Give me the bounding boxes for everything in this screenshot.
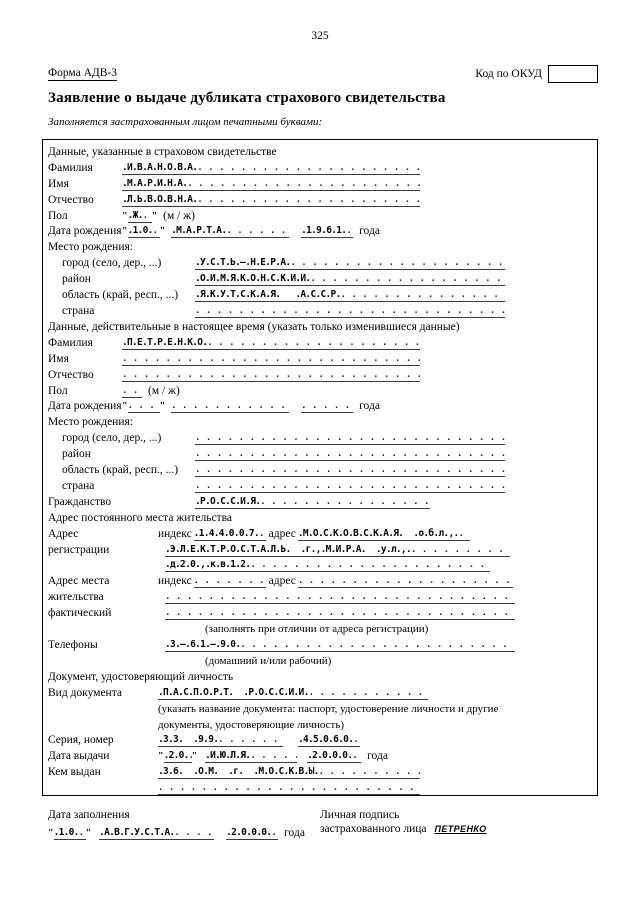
s1-district-value: .О.Й.М.Я.К.О.Н.С.К.И.Й.: [195, 273, 311, 285]
actual-addr-label: адрес: [268, 575, 296, 588]
s2-sex-hint: (м / ж): [148, 384, 180, 397]
reg-address-label2: регистрации: [48, 543, 110, 556]
dots-filler: [194, 575, 266, 587]
okud-block: [475, 65, 598, 83]
doc-issue-year: .2.0.0.0.: [307, 750, 353, 762]
s1-sex-value: .Ж.: [127, 209, 143, 221]
s2-surname-row: [48, 334, 593, 350]
dots-filler: [250, 750, 297, 762]
dots-filler: [158, 782, 420, 794]
s1-birthdate-day-field[interactable]: [128, 225, 160, 238]
reg-addr-line2-field[interactable]: [165, 544, 510, 557]
doc-issue-day-field[interactable]: [164, 750, 192, 763]
close-quote: [152, 210, 158, 223]
s2-birthdate-year-field[interactable]: [301, 400, 353, 413]
s1-birthdate-day: .1.0.: [127, 225, 153, 237]
dots-filler: [174, 827, 214, 839]
s1-birthdate-label: Дата рождения: [48, 225, 122, 238]
reg-address-row3: [48, 557, 593, 573]
signature-block: [320, 808, 487, 840]
dots-filler: [195, 480, 505, 492]
doc-issuer-field[interactable]: [158, 766, 420, 779]
doc-issue-month: .И.Ю.Л.Я.: [205, 750, 251, 762]
address-header-row: [48, 509, 593, 525]
reg-addr-field[interactable]: [298, 528, 470, 541]
doc-series-field[interactable]: [158, 734, 283, 747]
s2-patronymic-label: Отчество: [48, 368, 94, 381]
dots-filler: [187, 178, 420, 190]
header-row: [48, 65, 598, 83]
doc-series-value: .3.3. .9.9.: [158, 734, 219, 746]
phones-hint-row: [48, 652, 593, 668]
s1-surname-row: [48, 159, 593, 175]
actual-address-label2: жительства: [48, 591, 104, 604]
fill-date-month: .А.В.Г.У.С.Т.А.: [99, 827, 175, 838]
s2-region-label: область (край, респ., ...): [62, 464, 179, 477]
s1-patronymic-row: [48, 191, 593, 207]
section2-header-row: [48, 318, 593, 334]
dots-filler: [79, 827, 86, 839]
reg-index-value: .1.4.4.0.0.7.: [193, 527, 259, 539]
doc-kind-hint-row1: [48, 700, 593, 716]
section2-header: Данные, действительные в настоящее время (указать только изменившиеся данные): [48, 320, 460, 333]
s2-country-field[interactable]: [195, 480, 505, 493]
doc-kind-hint2: документы, удостоверяющие личность): [158, 718, 345, 731]
phones-label: Телефоны: [48, 639, 98, 651]
doc-series-row: [48, 732, 593, 748]
dots-filler: [346, 225, 353, 237]
doc-issue-month-field[interactable]: [205, 750, 297, 763]
s2-birthdate-day-field[interactable]: [128, 400, 160, 413]
s2-country-row: [48, 477, 593, 493]
dots-filler: [218, 734, 283, 746]
phones-row: [48, 636, 593, 652]
dots-filler: [122, 353, 420, 365]
s2-region-field[interactable]: [195, 464, 505, 477]
dots-filler: [459, 528, 470, 540]
dots-filler: [195, 432, 505, 444]
s2-firstname-label: Имя: [48, 352, 69, 365]
s1-region-label: область (край, респ., ...): [62, 289, 179, 302]
s1-city-row: [48, 254, 593, 270]
dots-filler: [240, 639, 515, 651]
reg-address-label1: Адрес: [48, 527, 79, 540]
s1-district-label: район: [62, 273, 91, 286]
citizenship-row: [48, 493, 593, 509]
footer: [48, 808, 600, 840]
okud-label: Код по ОКУД: [475, 68, 542, 80]
s2-surname-label: Фамилия: [48, 336, 93, 349]
s2-city-field[interactable]: [195, 432, 505, 445]
fill-instruction: Заполняется застрахованным лицом печатными буквами:: [48, 116, 323, 128]
s2-city-row: [48, 429, 593, 445]
s1-surname-label: Фамилия: [48, 161, 93, 174]
doc-series-label: Серия, номер: [48, 734, 114, 747]
dots-filler: [226, 225, 289, 237]
s1-country-label: страна: [62, 304, 95, 317]
actual-addr-line3-field[interactable]: [165, 607, 515, 620]
actual-index-label: индекс: [158, 575, 192, 588]
reg-addr-line2-value: .Э.Л.Е.К.Т.Р.О.С.Т.А.Л.Ь. .г.,.М.И.Р.А. .у.л.,.: [165, 543, 411, 555]
s1-district-field[interactable]: [195, 273, 505, 286]
s1-birthdate-month: .М.А.Р.Т.А.: [171, 225, 227, 237]
okud-code-field[interactable]: [548, 65, 598, 83]
reg-addr-line3-value: .д.2.0.,.к.в.1.2.: [165, 559, 251, 571]
phones-field[interactable]: [165, 639, 515, 652]
s1-country-row: [48, 302, 593, 318]
s2-firstname-row: [48, 350, 593, 366]
form-code-label: Форма АДВ-3: [48, 67, 117, 79]
dots-filler: [197, 162, 420, 174]
signature-row: [320, 823, 487, 840]
dots-filler: [341, 289, 505, 301]
s1-firstname-label: Имя: [48, 177, 69, 190]
s2-surname-value: .П.Е.Т.Р.Е.Н.К.О.: [122, 336, 208, 348]
s2-birthdate-suffix: года: [359, 400, 380, 413]
dots-filler: [165, 607, 515, 619]
fill-date-suffix: года: [284, 827, 305, 839]
page-number: 325: [311, 30, 329, 42]
close-quote: [192, 750, 198, 763]
close-quote: [160, 225, 166, 238]
fill-date-day: .1.0.: [53, 827, 79, 838]
s2-firstname-field[interactable]: [122, 353, 420, 366]
s1-birthdate-row: [48, 223, 593, 239]
actual-index-field[interactable]: [194, 575, 266, 588]
s1-firstname-value: .М.А.Р.И.Н.А.: [122, 177, 188, 189]
actual-address-row3: [48, 604, 593, 620]
doc-issuer-row: [48, 763, 593, 779]
dots-filler: [122, 385, 142, 397]
doc-number-value: .4.5.0.6.0.: [298, 734, 354, 746]
dots-filler: [207, 337, 420, 349]
dots-filler: [153, 225, 160, 237]
fill-date-year: .2.0.0.0.: [226, 827, 272, 838]
s2-birthplace-header-row: [48, 413, 593, 429]
s2-district-field[interactable]: [195, 448, 505, 461]
dots-filler: [195, 464, 505, 476]
fill-date-block: [48, 808, 320, 840]
close-quote: [160, 400, 166, 413]
doc-issue-date-row: [48, 747, 593, 763]
doc-kind-label: Вид документа: [48, 686, 122, 699]
reg-addr-label: адрес: [268, 527, 296, 540]
phones-hint: (домашний и/или рабочий): [205, 654, 332, 667]
s1-birthdate-month-field[interactable]: [171, 225, 289, 238]
citizenship-label: Гражданство: [48, 495, 112, 508]
actual-address-label1: Адрес места: [48, 575, 110, 588]
document-header: Документ, удостоверяющий личность: [48, 670, 234, 683]
reg-address-row2: [48, 541, 593, 557]
s1-district-row: [48, 270, 593, 286]
s2-surname-field[interactable]: [122, 337, 420, 350]
dots-filler: [309, 687, 428, 699]
dots-filler: [197, 194, 420, 206]
address-header: Адрес постоянного места жительства: [48, 511, 233, 524]
actual-address-hint: (заполнять при отличии от адреса регистрации): [205, 623, 429, 636]
document-header-row: [48, 668, 593, 684]
s1-birthdate-year: .1.9.6.1.: [301, 225, 347, 237]
doc-issuer-label: Кем выдан: [48, 766, 101, 779]
section1-header: Данные, указанные в страховом свидетельстве: [48, 145, 277, 158]
s2-region-row: [48, 461, 593, 477]
s2-birthdate-label: Дата рождения: [48, 400, 122, 413]
dots-filler: [301, 400, 353, 412]
reg-index-field[interactable]: [194, 528, 266, 541]
s1-birthplace-header-row: [48, 238, 593, 254]
reg-addr-value: .М.О.С.К.О.В.С.К.А.Я. .о.б.л.,.: [297, 527, 459, 539]
s1-region-field[interactable]: [195, 289, 505, 302]
doc-issuer-field-line2[interactable]: [158, 782, 420, 795]
dots-filler: [128, 400, 160, 412]
s1-city-field[interactable]: [195, 257, 505, 270]
s1-city-label: город (село, дер., ...): [62, 257, 162, 270]
fill-date-row: [48, 823, 320, 840]
section1-header-row: [48, 143, 593, 159]
dots-filler: [171, 400, 289, 412]
s2-patronymic-row: [48, 366, 593, 382]
s2-district-row: [48, 445, 593, 461]
dots-filler: [195, 305, 505, 317]
s1-sex-row: [48, 207, 593, 223]
actual-address-row1: [48, 572, 593, 588]
dots-filler: [259, 528, 266, 540]
signature-value[interactable]: ПЕТРЕНКО: [434, 824, 487, 834]
dots-filler: [143, 210, 152, 222]
doc-issue-date-suffix: года: [367, 750, 388, 763]
s2-sex-row: [48, 382, 593, 398]
s1-country-field[interactable]: [195, 305, 505, 318]
doc-issuer-row2: [48, 779, 593, 795]
page-title: Заявление о выдаче дубликата страхового свидетельства: [48, 90, 446, 106]
actual-addr-line2-field[interactable]: [165, 591, 515, 604]
s1-surname-value: .И.В.А.Н.О.В.А.: [122, 161, 198, 173]
s2-patronymic-field[interactable]: [122, 369, 420, 382]
dots-filler: [122, 369, 420, 381]
dots-filler: [165, 591, 515, 603]
reg-addr-line3-field[interactable]: [165, 559, 490, 572]
citizenship-field[interactable]: [195, 496, 430, 509]
fill-date-month-field[interactable]: [99, 827, 214, 840]
actual-address-label3: фактический: [48, 607, 112, 620]
s1-city-value: .У.С.Т.Ь.–.Н.Е.Р.А.: [195, 257, 291, 269]
signature-label-line1: Личная подпись: [320, 809, 400, 821]
s1-birthdate-year-field[interactable]: [301, 225, 353, 238]
dots-filler: [319, 766, 420, 778]
s1-sex-hint: (м / ж): [163, 209, 195, 222]
doc-issue-year-field[interactable]: [307, 750, 361, 763]
s2-country-label: страна: [62, 479, 95, 492]
dots-filler: [310, 273, 505, 285]
s2-birthdate-month-field[interactable]: [171, 400, 289, 413]
actual-address-row2: [48, 588, 593, 604]
signature-label-line2: застрахованного лица: [320, 823, 427, 835]
s1-birthdate-suffix: года: [359, 225, 380, 238]
dots-filler: [353, 734, 360, 746]
doc-kind-value: .П.А.С.П.О.Р.Т. .Р.О.С.С.И.И.: [158, 686, 309, 698]
s2-district-label: район: [62, 448, 91, 461]
s1-sex-label: Пол: [48, 209, 68, 222]
s1-region-value: .Я.К.У.Т.С.К.А.Я. .А.С.С.Р.: [195, 289, 341, 301]
fill-date-day-field[interactable]: [54, 827, 86, 840]
s1-firstname-row: [48, 175, 593, 191]
dots-filler: [411, 544, 510, 556]
dots-filler: [260, 496, 430, 508]
actual-addr-field[interactable]: [298, 575, 513, 588]
dots-filler: [290, 257, 505, 269]
fill-date-label: Дата заполнения: [48, 809, 130, 821]
s2-birthdate-row: [48, 398, 593, 414]
s1-firstname-field[interactable]: [122, 178, 420, 191]
actual-address-hint-row: [48, 620, 593, 636]
s1-patronymic-field[interactable]: [122, 194, 420, 207]
s1-surname-field[interactable]: [122, 162, 420, 175]
reg-index-label: индекс: [158, 527, 192, 540]
reg-address-row1: [48, 525, 593, 541]
s2-city-label: город (село, дер., ...): [62, 432, 162, 445]
dots-filler: [352, 750, 361, 762]
doc-number-field[interactable]: [298, 734, 360, 747]
form-body: [42, 139, 598, 796]
s1-patronymic-value: .Л.Ь.В.О.В.Н.А.: [122, 193, 198, 205]
doc-kind-hint1: (указать название документа: паспорт, удостоверение личности и другие: [158, 702, 499, 715]
s1-sex-field[interactable]: [128, 210, 152, 223]
s2-birthplace-header: Место рождения:: [48, 416, 133, 429]
s1-birthplace-header: Место рождения:: [48, 241, 133, 254]
doc-kind-hint-row2: [48, 716, 593, 732]
doc-issuer-value: .3.6. .О.М. .г. .М.О.С.К.В.Ы.: [158, 766, 319, 778]
doc-issue-date-label: Дата выдачи: [48, 750, 110, 763]
doc-kind-field[interactable]: [158, 687, 428, 700]
s2-sex-field[interactable]: [122, 385, 142, 398]
s1-patronymic-label: Отчество: [48, 193, 94, 206]
dots-filler: [271, 827, 278, 839]
s1-region-row: [48, 286, 593, 302]
doc-issue-day: .2.0.: [163, 750, 189, 762]
dots-filler: [195, 448, 505, 460]
s2-sex-label: Пол: [48, 384, 68, 397]
dots-filler: [250, 559, 490, 571]
doc-kind-row: [48, 684, 593, 700]
phones-value: .3.–.6.1.–.9.0.: [165, 639, 241, 650]
fill-date-year-field[interactable]: [226, 827, 278, 840]
citizenship-value: .Р.О.С.С.И.Я.: [195, 495, 261, 507]
dots-filler: [298, 575, 513, 587]
close-quote: [86, 827, 92, 840]
